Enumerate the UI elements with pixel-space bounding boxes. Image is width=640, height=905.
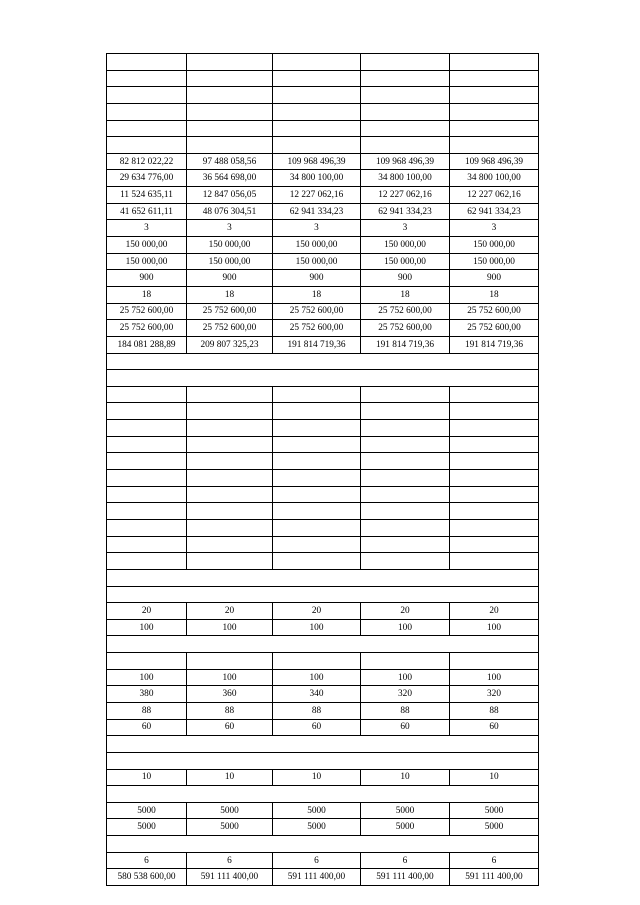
table-section-cell — [107, 736, 539, 753]
table-cell — [450, 137, 539, 154]
table-cell: 150 000,00 — [361, 237, 450, 254]
table-row — [107, 769, 539, 786]
table-cell — [450, 536, 539, 553]
table-cell — [273, 54, 361, 71]
table-section-cell — [107, 836, 539, 853]
table-row — [107, 653, 539, 670]
table-row — [107, 420, 539, 437]
table-cell: 60 — [107, 719, 187, 736]
table-cell: 150 000,00 — [361, 253, 450, 270]
table-cell: 18 — [273, 286, 361, 303]
table-cell: 62 941 334,23 — [450, 203, 539, 220]
table-cell — [450, 519, 539, 536]
table-row — [107, 187, 539, 204]
table-cell: 360 — [187, 686, 273, 703]
table-row — [107, 137, 539, 154]
table-section-row — [107, 569, 539, 586]
table-cell: 900 — [107, 270, 187, 287]
table-row — [107, 869, 539, 886]
table-cell: 5000 — [107, 819, 187, 836]
table-cell: 150 000,00 — [187, 237, 273, 254]
table-cell: 150 000,00 — [450, 253, 539, 270]
table-row — [107, 802, 539, 819]
table-cell — [450, 87, 539, 104]
table-row — [107, 54, 539, 71]
table-cell: 60 — [361, 719, 450, 736]
table-cell: 88 — [187, 702, 273, 719]
table-cell: 109 968 496,39 — [361, 153, 450, 170]
table-cell — [107, 70, 187, 87]
table-cell: 60 — [273, 719, 361, 736]
table-cell — [107, 137, 187, 154]
table-row — [107, 519, 539, 536]
table-cell — [450, 386, 539, 403]
table-row — [107, 253, 539, 270]
table-cell: 36 564 698,00 — [187, 170, 273, 187]
table-cell — [273, 653, 361, 670]
table-cell — [273, 137, 361, 154]
table-cell: 34 800 100,00 — [450, 170, 539, 187]
table-cell — [107, 436, 187, 453]
table-cell — [107, 420, 187, 437]
table-cell — [273, 553, 361, 570]
table-cell: 20 — [450, 603, 539, 620]
table-cell — [187, 403, 273, 420]
table-section-cell — [107, 586, 539, 603]
table-cell — [361, 536, 450, 553]
table-cell: 100 — [107, 669, 187, 686]
table-cell — [187, 70, 273, 87]
table-cell — [361, 120, 450, 137]
table-cell: 5000 — [361, 802, 450, 819]
table-cell: 88 — [107, 702, 187, 719]
table-cell: 5000 — [450, 802, 539, 819]
table-cell — [273, 103, 361, 120]
table-row — [107, 87, 539, 104]
table-cell — [107, 87, 187, 104]
table-row — [107, 819, 539, 836]
table-cell — [361, 103, 450, 120]
table-section-row — [107, 786, 539, 803]
table-cell — [187, 536, 273, 553]
table-cell: 900 — [361, 270, 450, 287]
table-cell: 97 488 058,56 — [187, 153, 273, 170]
table-cell — [361, 436, 450, 453]
table-cell: 340 — [273, 686, 361, 703]
table-cell: 25 752 600,00 — [273, 320, 361, 337]
table-cell: 5000 — [361, 819, 450, 836]
table-row — [107, 619, 539, 636]
table-cell — [361, 386, 450, 403]
table-cell: 5000 — [273, 819, 361, 836]
table-cell — [273, 536, 361, 553]
table-cell — [450, 103, 539, 120]
table-cell: 25 752 600,00 — [187, 303, 273, 320]
table-row — [107, 120, 539, 137]
table-cell: 150 000,00 — [107, 237, 187, 254]
table-cell: 150 000,00 — [273, 237, 361, 254]
table-cell — [361, 553, 450, 570]
table-row — [107, 486, 539, 503]
table-cell: 12 227 062,16 — [450, 187, 539, 204]
table-cell: 3 — [361, 220, 450, 237]
table-row — [107, 70, 539, 87]
table-cell: 3 — [107, 220, 187, 237]
table-row — [107, 153, 539, 170]
table-row — [107, 503, 539, 520]
table-cell — [107, 453, 187, 470]
table-cell — [107, 503, 187, 520]
table-cell — [273, 453, 361, 470]
data-table-body — [107, 54, 539, 886]
table-cell: 320 — [450, 686, 539, 703]
table-cell: 29 634 776,00 — [107, 170, 187, 187]
table-row — [107, 103, 539, 120]
table-row — [107, 719, 539, 736]
table-cell — [361, 70, 450, 87]
table-cell: 20 — [273, 603, 361, 620]
table-cell — [273, 403, 361, 420]
table-row — [107, 286, 539, 303]
table-row — [107, 536, 539, 553]
table-cell: 6 — [107, 852, 187, 869]
table-cell: 6 — [273, 852, 361, 869]
table-section-cell — [107, 752, 539, 769]
table-cell — [361, 653, 450, 670]
table-row — [107, 220, 539, 237]
table-cell — [187, 486, 273, 503]
table-cell — [107, 536, 187, 553]
table-cell: 591 111 400,00 — [450, 869, 539, 886]
table-cell: 25 752 600,00 — [187, 320, 273, 337]
table-cell: 6 — [450, 852, 539, 869]
table-section-row — [107, 736, 539, 753]
table-cell — [450, 403, 539, 420]
table-cell — [361, 453, 450, 470]
table-cell: 591 111 400,00 — [273, 869, 361, 886]
table-cell: 18 — [107, 286, 187, 303]
table-cell — [450, 70, 539, 87]
data-table — [106, 53, 539, 886]
table-cell — [187, 553, 273, 570]
table-row — [107, 436, 539, 453]
table-cell: 60 — [450, 719, 539, 736]
table-cell — [273, 436, 361, 453]
table-cell: 5000 — [187, 819, 273, 836]
table-row — [107, 270, 539, 287]
table-cell: 5000 — [450, 819, 539, 836]
table-cell — [273, 503, 361, 520]
table-cell — [273, 386, 361, 403]
table-cell: 591 111 400,00 — [187, 869, 273, 886]
table-cell — [273, 87, 361, 104]
table-cell — [273, 70, 361, 87]
table-cell — [450, 470, 539, 487]
table-cell — [107, 519, 187, 536]
table-cell: 191 814 719,36 — [273, 336, 361, 353]
table-cell: 100 — [361, 669, 450, 686]
table-cell: 580 538 600,00 — [107, 869, 187, 886]
table-cell: 25 752 600,00 — [450, 320, 539, 337]
table-cell: 6 — [187, 852, 273, 869]
table-cell: 150 000,00 — [187, 253, 273, 270]
table-cell — [361, 420, 450, 437]
table-cell: 18 — [187, 286, 273, 303]
table-cell: 10 — [107, 769, 187, 786]
table-cell: 12 847 056,05 — [187, 187, 273, 204]
table-section-row — [107, 353, 539, 370]
table-cell — [450, 120, 539, 137]
table-cell: 109 968 496,39 — [273, 153, 361, 170]
table-cell: 10 — [361, 769, 450, 786]
table-cell — [361, 403, 450, 420]
table-cell — [273, 120, 361, 137]
table-cell: 62 941 334,23 — [361, 203, 450, 220]
table-cell — [450, 653, 539, 670]
table-cell — [273, 420, 361, 437]
table-row — [107, 203, 539, 220]
table-cell: 3 — [273, 220, 361, 237]
table-cell: 12 227 062,16 — [273, 187, 361, 204]
table-cell: 109 968 496,39 — [450, 153, 539, 170]
table-cell — [273, 486, 361, 503]
table-cell: 191 814 719,36 — [361, 336, 450, 353]
table-cell: 6 — [361, 852, 450, 869]
table-cell — [187, 436, 273, 453]
table-cell: 82 812 022,22 — [107, 153, 187, 170]
table-cell — [187, 420, 273, 437]
table-cell: 100 — [273, 669, 361, 686]
table-cell: 3 — [450, 220, 539, 237]
table-cell: 209 807 325,23 — [187, 336, 273, 353]
table-cell: 10 — [187, 769, 273, 786]
table-cell — [361, 54, 450, 71]
table-cell: 191 814 719,36 — [450, 336, 539, 353]
table-cell — [361, 137, 450, 154]
table-cell — [187, 470, 273, 487]
table-section-row — [107, 636, 539, 653]
table-cell: 5000 — [187, 802, 273, 819]
table-cell — [450, 453, 539, 470]
table-cell: 100 — [107, 619, 187, 636]
table-row — [107, 336, 539, 353]
table-cell: 100 — [450, 669, 539, 686]
table-cell: 5000 — [273, 802, 361, 819]
table-row — [107, 453, 539, 470]
table-cell — [187, 653, 273, 670]
table-section-row — [107, 752, 539, 769]
table-cell: 900 — [187, 270, 273, 287]
table-cell: 10 — [450, 769, 539, 786]
table-cell: 12 227 062,16 — [361, 187, 450, 204]
table-cell — [273, 470, 361, 487]
table-section-cell — [107, 569, 539, 586]
table-cell: 900 — [273, 270, 361, 287]
table-cell — [107, 553, 187, 570]
table-cell: 34 800 100,00 — [361, 170, 450, 187]
table-cell: 60 — [187, 719, 273, 736]
table-section-cell — [107, 353, 539, 370]
table-row — [107, 470, 539, 487]
table-cell: 150 000,00 — [107, 253, 187, 270]
table-cell: 20 — [187, 603, 273, 620]
table-cell: 150 000,00 — [273, 253, 361, 270]
table-cell — [107, 486, 187, 503]
table-cell: 100 — [273, 619, 361, 636]
table-cell: 591 111 400,00 — [361, 869, 450, 886]
table-cell — [107, 653, 187, 670]
table-section-cell — [107, 786, 539, 803]
table-cell: 320 — [361, 686, 450, 703]
table-cell: 3 — [187, 220, 273, 237]
table-cell: 25 752 600,00 — [361, 303, 450, 320]
table-cell — [361, 519, 450, 536]
table-cell — [450, 503, 539, 520]
table-cell — [273, 519, 361, 536]
table-section-cell — [107, 636, 539, 653]
table-cell: 88 — [450, 702, 539, 719]
table-cell — [187, 87, 273, 104]
table-row — [107, 553, 539, 570]
table-cell: 100 — [187, 619, 273, 636]
table-cell: 25 752 600,00 — [107, 303, 187, 320]
table-row — [107, 320, 539, 337]
table-cell: 18 — [361, 286, 450, 303]
table-cell — [187, 54, 273, 71]
table-row — [107, 669, 539, 686]
table-cell: 25 752 600,00 — [450, 303, 539, 320]
table-cell: 41 652 611,11 — [107, 203, 187, 220]
table-row — [107, 303, 539, 320]
table-cell — [450, 436, 539, 453]
table-section-row — [107, 586, 539, 603]
table-row — [107, 603, 539, 620]
table-cell: 150 000,00 — [450, 237, 539, 254]
table-row — [107, 686, 539, 703]
table-section-row — [107, 836, 539, 853]
table-cell — [107, 403, 187, 420]
table-cell — [450, 553, 539, 570]
table-cell: 25 752 600,00 — [273, 303, 361, 320]
table-cell: 900 — [450, 270, 539, 287]
table-cell — [187, 386, 273, 403]
table-row — [107, 386, 539, 403]
table-cell: 11 524 635,11 — [107, 187, 187, 204]
table-cell — [450, 54, 539, 71]
table-cell — [187, 103, 273, 120]
table-cell: 20 — [107, 603, 187, 620]
table-cell: 10 — [273, 769, 361, 786]
table-cell: 100 — [361, 619, 450, 636]
table-cell — [187, 120, 273, 137]
table-cell — [361, 503, 450, 520]
table-cell — [107, 103, 187, 120]
table-cell: 25 752 600,00 — [107, 320, 187, 337]
table-cell: 184 081 288,89 — [107, 336, 187, 353]
table-row — [107, 170, 539, 187]
table-row — [107, 702, 539, 719]
table-cell: 100 — [450, 619, 539, 636]
table-cell: 34 800 100,00 — [273, 170, 361, 187]
table-cell: 5000 — [107, 802, 187, 819]
table-row — [107, 237, 539, 254]
table-cell — [450, 420, 539, 437]
table-cell: 18 — [450, 286, 539, 303]
table-cell: 100 — [187, 669, 273, 686]
table-cell — [107, 54, 187, 71]
table-cell — [187, 453, 273, 470]
table-cell — [187, 519, 273, 536]
table-cell: 62 941 334,23 — [273, 203, 361, 220]
table-cell — [361, 486, 450, 503]
table-cell: 48 076 304,51 — [187, 203, 273, 220]
table-cell — [107, 386, 187, 403]
table-cell — [361, 87, 450, 104]
table-cell — [361, 470, 450, 487]
table-cell: 25 752 600,00 — [361, 320, 450, 337]
table-section-cell — [107, 370, 539, 387]
table-cell: 88 — [361, 702, 450, 719]
table-cell: 88 — [273, 702, 361, 719]
table-row — [107, 403, 539, 420]
table-cell — [187, 503, 273, 520]
table-cell — [107, 120, 187, 137]
table-cell — [450, 486, 539, 503]
table-cell — [187, 137, 273, 154]
table-cell — [107, 470, 187, 487]
table-cell: 380 — [107, 686, 187, 703]
table-cell: 20 — [361, 603, 450, 620]
table-section-row — [107, 370, 539, 387]
table-row — [107, 852, 539, 869]
